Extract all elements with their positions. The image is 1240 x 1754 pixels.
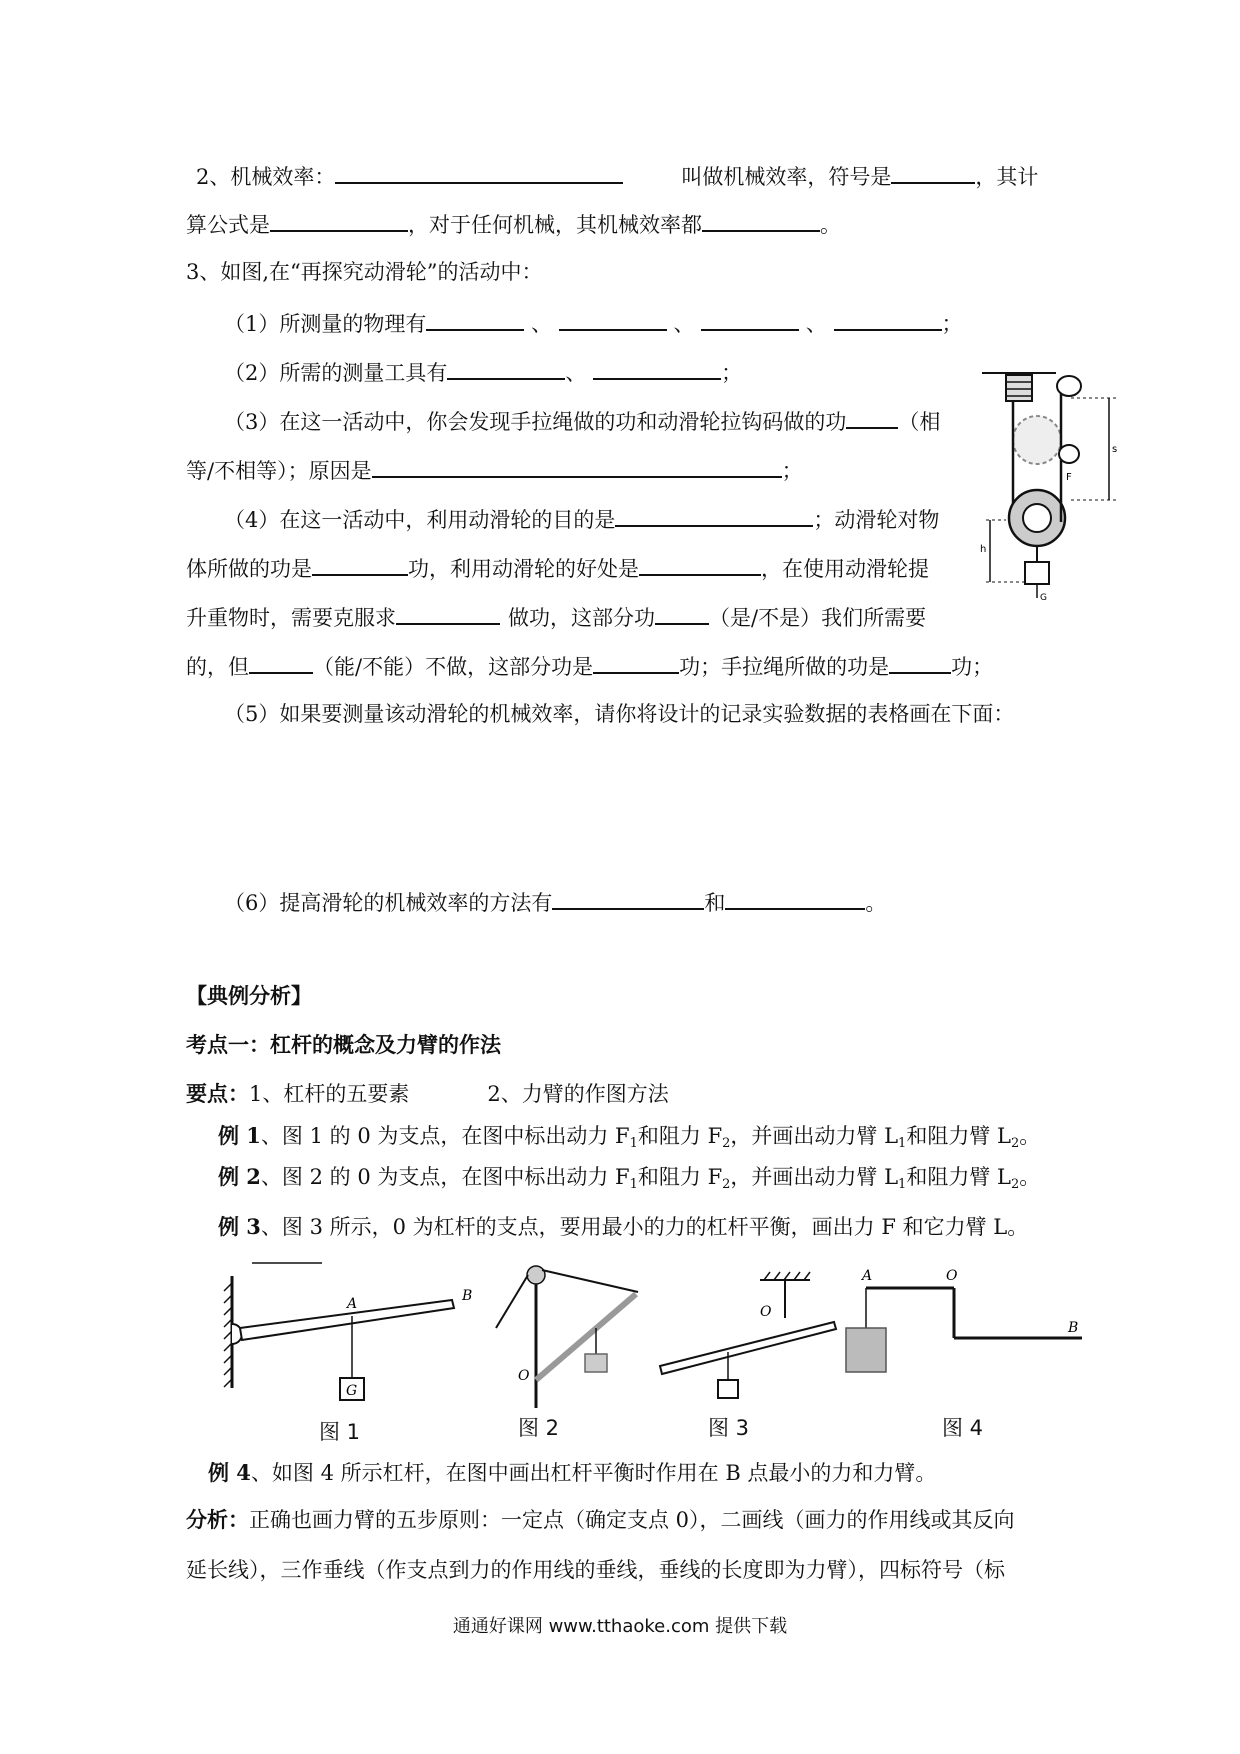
q3-s4-line-3: [186, 601, 926, 633]
q3-text: 功，利用动滑轮的好处是: [408, 557, 639, 581]
fenxi-line-2: 延长线），三作垂线（作支点到力的作用线的垂线，垂线的长度即为力臂），四标符号（标: [186, 1558, 1005, 1582]
blank-benefit[interactable]: [639, 552, 761, 576]
label-o: O: [760, 1304, 772, 1320]
q3-text: 和: [704, 891, 726, 915]
example-4: [208, 1458, 936, 1488]
label-a: A: [862, 1268, 873, 1284]
fenxi-label: 分析：: [186, 1507, 249, 1532]
yaodian-item: 2、力臂的作图方法: [487, 1082, 669, 1106]
q3-text: ；: [721, 361, 743, 385]
example-text: 、图 2 的 0 为支点，在图中标出动力 F: [260, 1165, 630, 1189]
example-text: 。: [1019, 1124, 1041, 1148]
q3-s4-line-2: [186, 552, 929, 584]
example-text: 、图 3 所示，0 为杠杆的支点，要用最小的力的杠杆平衡，画出力 F 和它力臂 L。: [260, 1215, 1029, 1239]
example-label: 例 4: [208, 1460, 251, 1485]
label-b: B: [462, 1288, 473, 1304]
blank-purpose[interactable]: [615, 503, 813, 527]
q3-s4-line-4: [186, 650, 993, 682]
q3-s5: （5）如果要测量该动滑轮的机械效率，请你将设计的记录实验数据的表格画在下面：: [224, 702, 1015, 726]
subscript: 1: [898, 1177, 907, 1192]
q3-text: （1）所测量的物理有: [224, 312, 427, 336]
blank-tool-1[interactable]: [447, 356, 565, 380]
figure-caption-3: 图 3: [708, 1416, 750, 1440]
q3-text: 功；: [951, 655, 994, 679]
figure-caption-2: 图 2: [518, 1416, 560, 1440]
q2-text: 算公式是: [186, 213, 270, 237]
footer-text: 通通好课网 www.tthaoke.com 提供下载: [452, 1616, 788, 1637]
q3-intro: 3、如图,在“再探究动滑轮”的活动中：: [186, 260, 543, 284]
q3-text: 、: [531, 312, 553, 336]
kaodian-title: 考点一：杠杆的概念及力臂的作法: [186, 1032, 501, 1057]
example-3: [218, 1212, 1028, 1242]
example-text: 和阻力 F: [637, 1124, 723, 1148]
label-g: G: [1040, 593, 1047, 603]
example-text: 和阻力 F: [637, 1165, 723, 1189]
subscript: 2: [722, 1136, 731, 1151]
blank-equal[interactable]: [846, 405, 898, 429]
q3-text: （2）所需的测量工具有: [224, 361, 448, 385]
blank-total-work[interactable]: [889, 650, 951, 674]
blank-quantity-2[interactable]: [559, 307, 667, 331]
q3-text: 、: [673, 312, 695, 336]
q3-text: 升重物时，需要克服求: [186, 606, 396, 630]
example-text: ，并画出动力臂 L: [730, 1124, 899, 1148]
yaodian-label: 要点：: [186, 1081, 249, 1106]
example-text: 和阻力臂 L: [906, 1124, 1011, 1148]
yaodian-line: [186, 1079, 669, 1109]
label-a: A: [347, 1296, 358, 1312]
blank-efficiency[interactable]: [702, 208, 820, 232]
example-text: 、图 1 的 0 为支点，在图中标出动力 F: [260, 1124, 630, 1148]
label-h: h: [980, 544, 987, 555]
q3-s2: [224, 356, 742, 388]
label-f: F: [1066, 472, 1072, 483]
subscript: 2: [1010, 1177, 1020, 1192]
subscript: 2: [722, 1177, 731, 1192]
blank-tool-2[interactable]: [593, 356, 721, 380]
blank-formula[interactable]: [270, 208, 408, 232]
q3-text: 的，但: [186, 655, 249, 679]
q3-text: 体所做的功是: [186, 557, 312, 581]
blank-method-1[interactable]: [552, 886, 704, 910]
yaodian-item: 1、杠杆的五要素: [249, 1082, 410, 1106]
q3-s4-line-1: [224, 503, 939, 535]
subscript: 1: [629, 1136, 638, 1151]
q2-line-1: [196, 160, 1038, 192]
blank-quantity-1[interactable]: [426, 307, 524, 331]
q3-text: 、: [805, 312, 827, 336]
q3-text: （6）提高滑轮的机械效率的方法有: [224, 891, 553, 915]
q2-text: 。: [820, 213, 841, 237]
q3-s3-line-2: [186, 454, 803, 486]
lever-figure-1: [222, 1258, 472, 1418]
blank-quantity-4[interactable]: [834, 307, 942, 331]
section-heading: 【典例分析】: [186, 983, 312, 1008]
q3-text: （是/不是）我们所需要: [709, 606, 927, 630]
q2-line-2: [186, 208, 841, 240]
q3-text: （能/不能）不做，这部分功是: [313, 655, 594, 679]
q3-text: 功；手拉绳所做的功是: [679, 655, 890, 679]
blank-definition[interactable]: [335, 160, 623, 184]
q3-text: ；: [941, 312, 963, 336]
q3-text: （相: [898, 410, 941, 434]
blank-symbol[interactable]: [891, 160, 975, 184]
label-s: s: [1112, 444, 1118, 455]
example-text: 。: [1019, 1165, 1041, 1189]
q3-text: 做功，这部分功: [508, 606, 655, 630]
q3-text: （3）在这一活动中，你会发现手拉绳做的功和动滑轮拉钩码做的功: [224, 410, 847, 434]
q3-text: ；: [781, 459, 803, 483]
blank-is-needed[interactable]: [655, 601, 709, 625]
blank-can-avoid[interactable]: [249, 650, 313, 674]
lever-figure-3: [656, 1258, 836, 1418]
q3-text: 、: [565, 361, 587, 385]
figure-caption-1: 图 1: [319, 1420, 361, 1444]
q3-text: 等/不相等）；原因是: [186, 459, 372, 483]
figure-caption-4: 图 4: [942, 1416, 984, 1440]
q3-s3-line-1: [224, 405, 940, 437]
blank-method-2[interactable]: [725, 886, 865, 910]
q2-text: ，对于任何机械，其机械效率都: [408, 213, 702, 237]
blank-quantity-3[interactable]: [701, 307, 799, 331]
example-text: 和阻力臂 L: [906, 1165, 1011, 1189]
example-1: [218, 1121, 1040, 1159]
subscript: 1: [898, 1136, 907, 1151]
q2-text: ，其计: [975, 165, 1039, 189]
label-o: O: [946, 1268, 958, 1284]
subscript: 1: [629, 1177, 638, 1192]
label-o: O: [518, 1368, 530, 1384]
example-2: [218, 1162, 1040, 1200]
q3-text: （4）在这一活动中，利用动滑轮的目的是: [224, 508, 616, 532]
fenxi-text: 正确也画力臂的五步原则：一定点（确定支点 0），二画线（画力的作用线或其反向: [249, 1508, 1015, 1532]
lever-figure-4: [846, 1258, 1086, 1418]
example-label: 例 1: [218, 1123, 261, 1148]
label-b: B: [1068, 1320, 1079, 1336]
example-text: 、如图 4 所示杠杆，在图中画出杠杆平衡时作用在 B 点最小的力和力臂。: [250, 1461, 937, 1485]
label-g: G: [346, 1383, 358, 1399]
q3-s6: [224, 886, 886, 918]
subscript: 2: [1010, 1136, 1020, 1151]
q2-text: 叫做机械效率，符号是: [681, 165, 892, 189]
blank-reason[interactable]: [372, 454, 782, 478]
q3-text: 。: [865, 891, 887, 915]
q3-text: ，在使用动滑轮提: [761, 557, 929, 581]
q3-s1: [224, 307, 963, 339]
pulley-figure: [976, 370, 1126, 603]
example-text: ，并画出动力臂 L: [730, 1165, 899, 1189]
q3-text: ；动滑轮对物: [813, 508, 940, 532]
example-label: 例 3: [218, 1214, 261, 1239]
blank-extra-work[interactable]: [593, 650, 679, 674]
lever-figure-2: [486, 1258, 656, 1418]
blank-work-type[interactable]: [312, 552, 408, 576]
fenxi-line-1: [186, 1505, 1015, 1535]
example-label: 例 2: [218, 1164, 261, 1189]
blank-overcome[interactable]: [396, 601, 500, 625]
q2-text: 2、机械效率：: [196, 165, 336, 189]
